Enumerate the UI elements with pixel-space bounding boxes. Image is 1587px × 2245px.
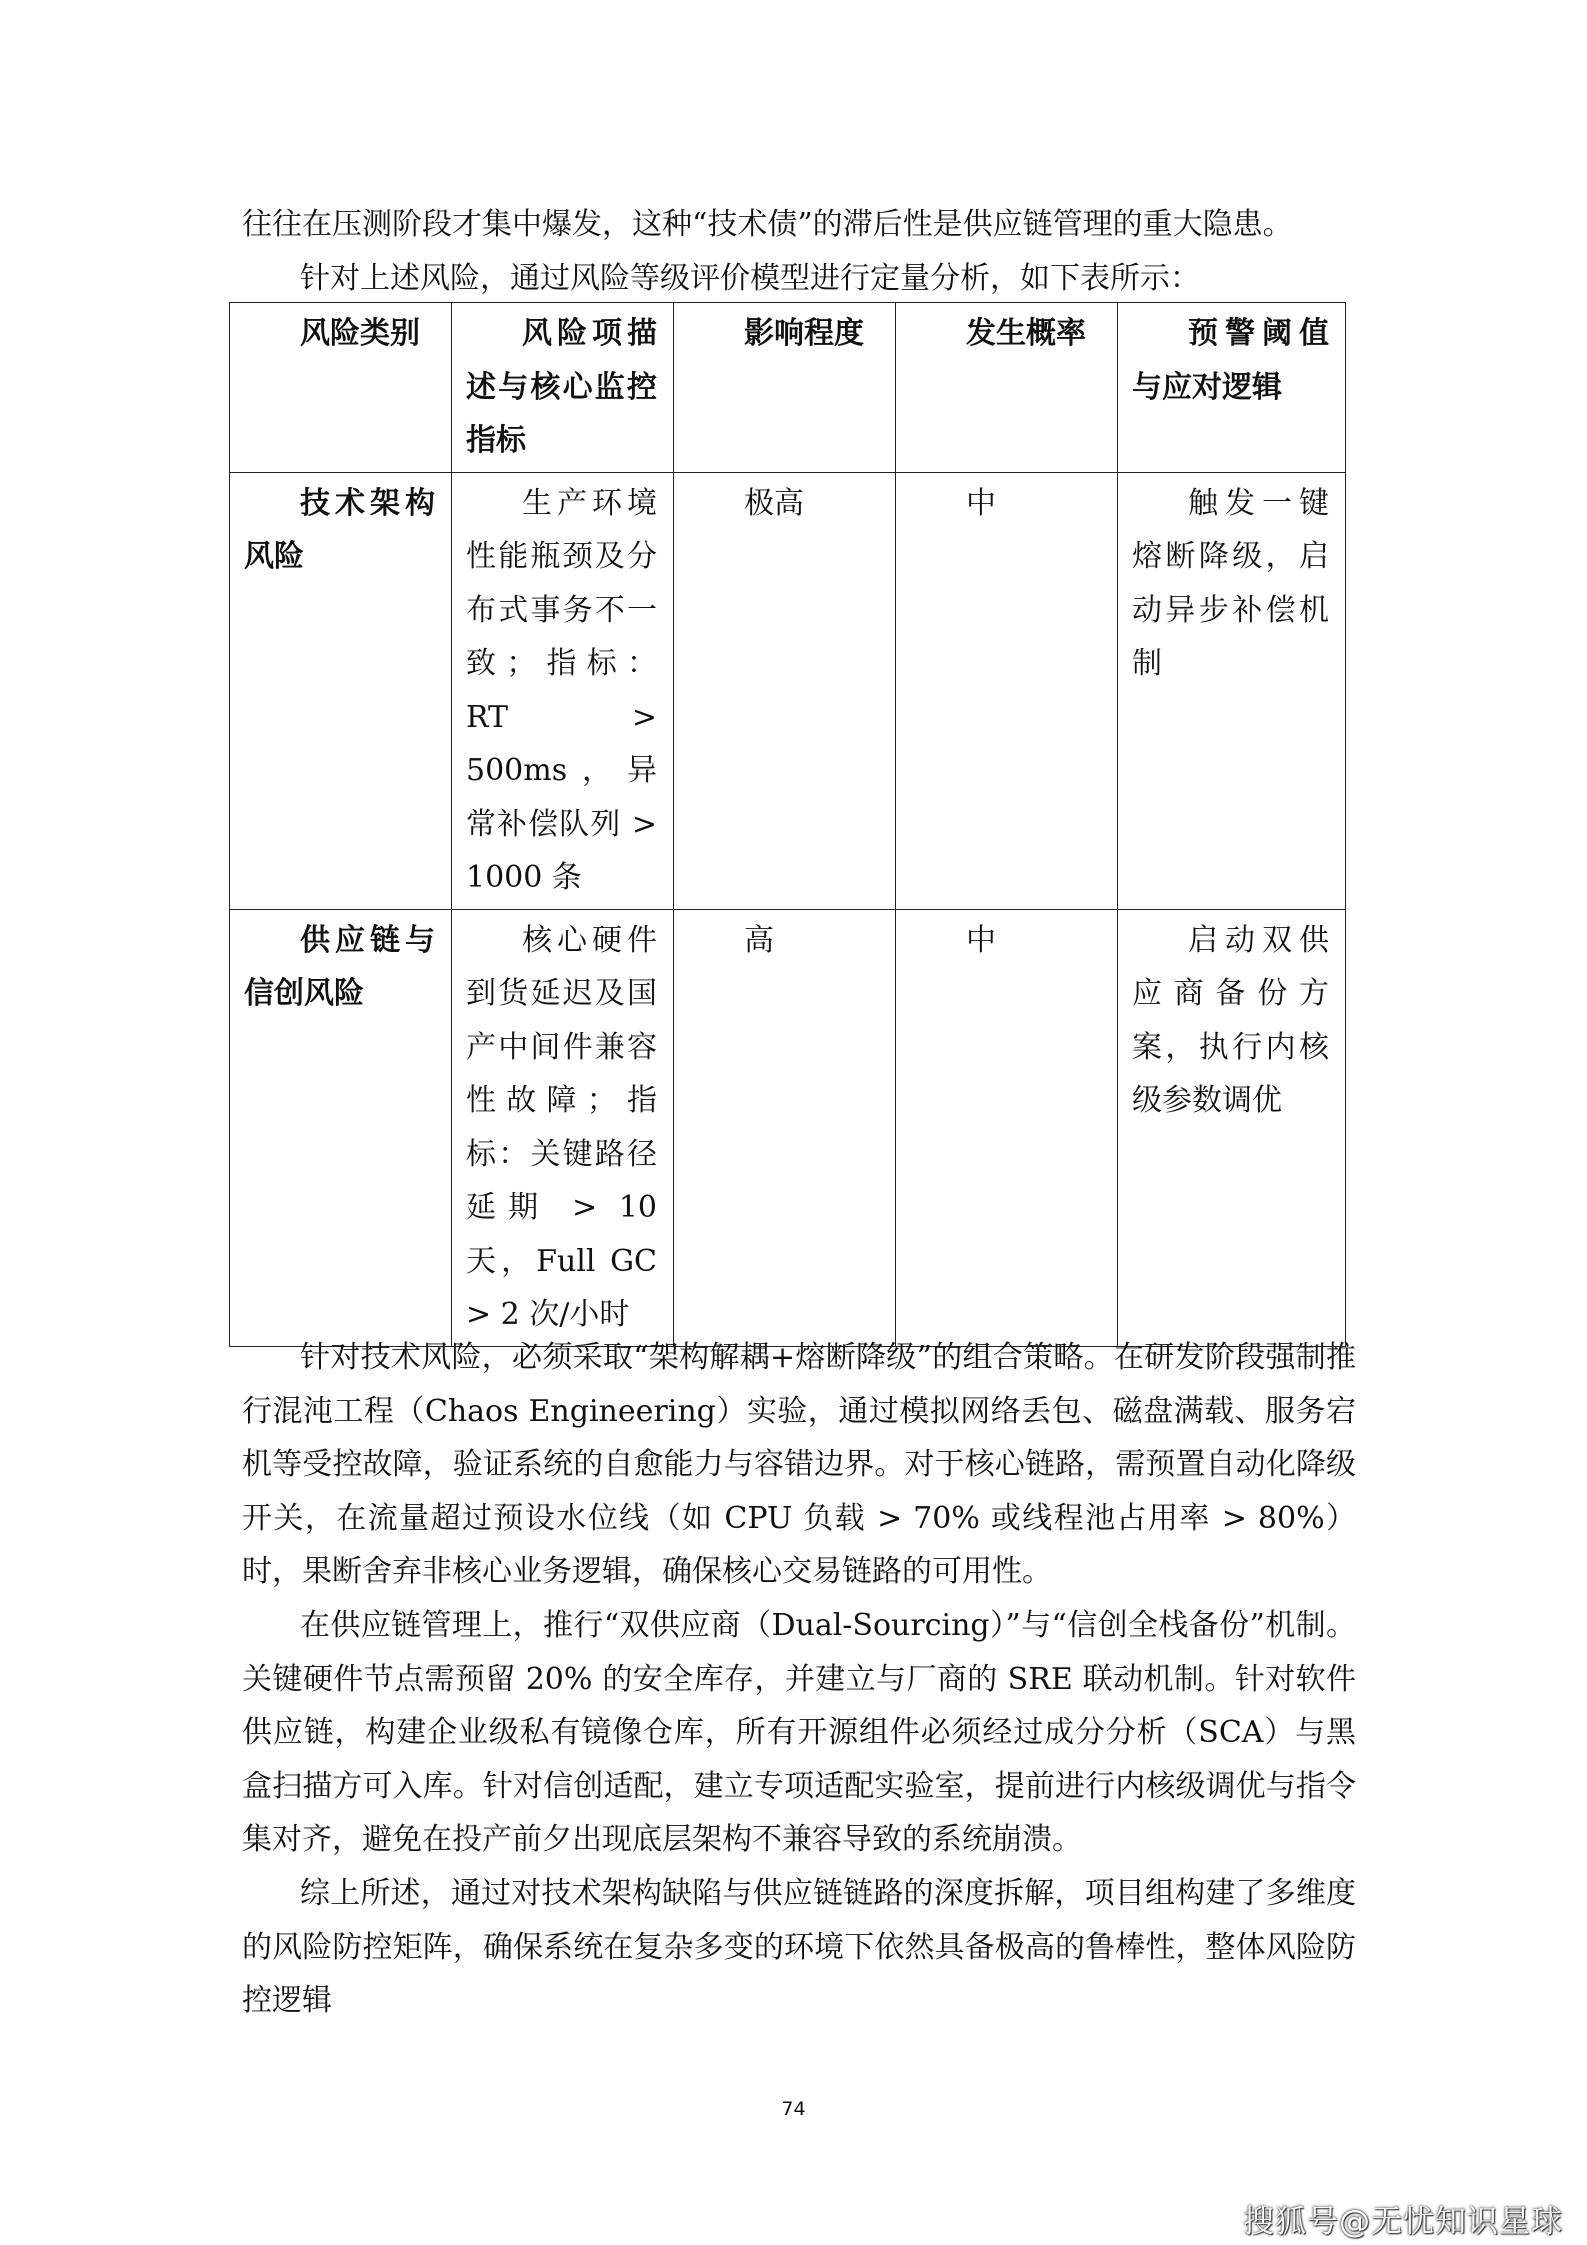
paragraph-supply-chain: 在供应链管理上，推行“双供应商（Dual-Sourcing）”与“信创全栈备份”机制。关键硬件节点需预留 20% 的安全库存，并建立与厂商的 SRE 联动机制。针对软件供应链，构建企业级私有镜像仓库，所有开源组件必须经过成分分析（SCA）与黑盒扫描方可入库。针对信创适配，建立专项适配实验室，提前进行内核级调优与指令集对齐，避免在投产前夕出现底层架构不兼容导致的系统崩溃。 (242, 1608, 1356, 1857)
risk-table (229, 302, 1346, 1347)
row-probability: 中 (896, 909, 1118, 1346)
row-response: 触发一键熔断降级，启动异步补偿机制 (1118, 472, 1346, 909)
header-threshold-response: 预警阈值与应对逻辑 (1118, 303, 1346, 473)
watermark: 搜狐号@无忧知识星球 (1243, 2204, 1563, 2240)
paragraph-tech-strategy: 针对技术风险，必须采取“架构解耦+熔断降级”的组合策略。在研发阶段强制推行混沌工程（Chaos Engineering）实验，通过模拟网络丢包、磁盘满载、服务宕机等受控故障，验证系统的自愈能力与容错边界。对于核心链路，需预置自动化降级开关，在流量超过预设水位线（如 CPU 负载 > 70% 或线程池占用率 > 80%）时，果断舍弃非核心业务逻辑，确保核心交易链路的可用性。 (242, 1340, 1356, 1589)
page-number: 74 (781, 2098, 806, 2120)
row-probability: 中 (896, 472, 1118, 909)
header-risk-description: 风险项描述与核心监控指标 (452, 303, 674, 473)
row-category: 技术架构风险 (230, 472, 452, 909)
paragraph-summary: 综上所述，通过对技术架构缺陷与供应链链路的深度拆解，项目组构建了多维度的风险防控矩阵，确保系统在复杂多变的环境下依然具备极高的鲁棒性，整体风险防控逻辑 (242, 1876, 1356, 2018)
table-row (230, 909, 1346, 1346)
header-impact: 影响程度 (674, 303, 896, 473)
row-impact: 高 (674, 909, 896, 1346)
paragraph-table-lead: 针对上述风险，通过风险等级评价模型进行定量分析，如下表所示： (300, 261, 1200, 296)
table-row (230, 472, 1346, 909)
row-response: 启动双供应商备份方案，执行内核级参数调优 (1118, 909, 1346, 1346)
header-probability: 发生概率 (896, 303, 1118, 473)
row-category: 供应链与信创风险 (230, 909, 452, 1346)
row-impact: 极高 (674, 472, 896, 909)
paragraph-intro: 往往在压测阶段才集中爆发，这种“技术债”的滞后性是供应链管理的重大隐患。 (242, 207, 1293, 242)
row-description: 核心硬件到货延迟及国产中间件兼容性故障；指标：关键路径延期 > 10 天，Full GC > 2 次/小时 (452, 909, 674, 1346)
row-description: 生产环境性能瓶颈及分布式事务不一致；指标：RT > 500ms，异常补偿队列 > 1000 条 (452, 472, 674, 909)
table-header-row (230, 303, 1346, 473)
header-risk-category: 风险类别 (230, 303, 452, 473)
